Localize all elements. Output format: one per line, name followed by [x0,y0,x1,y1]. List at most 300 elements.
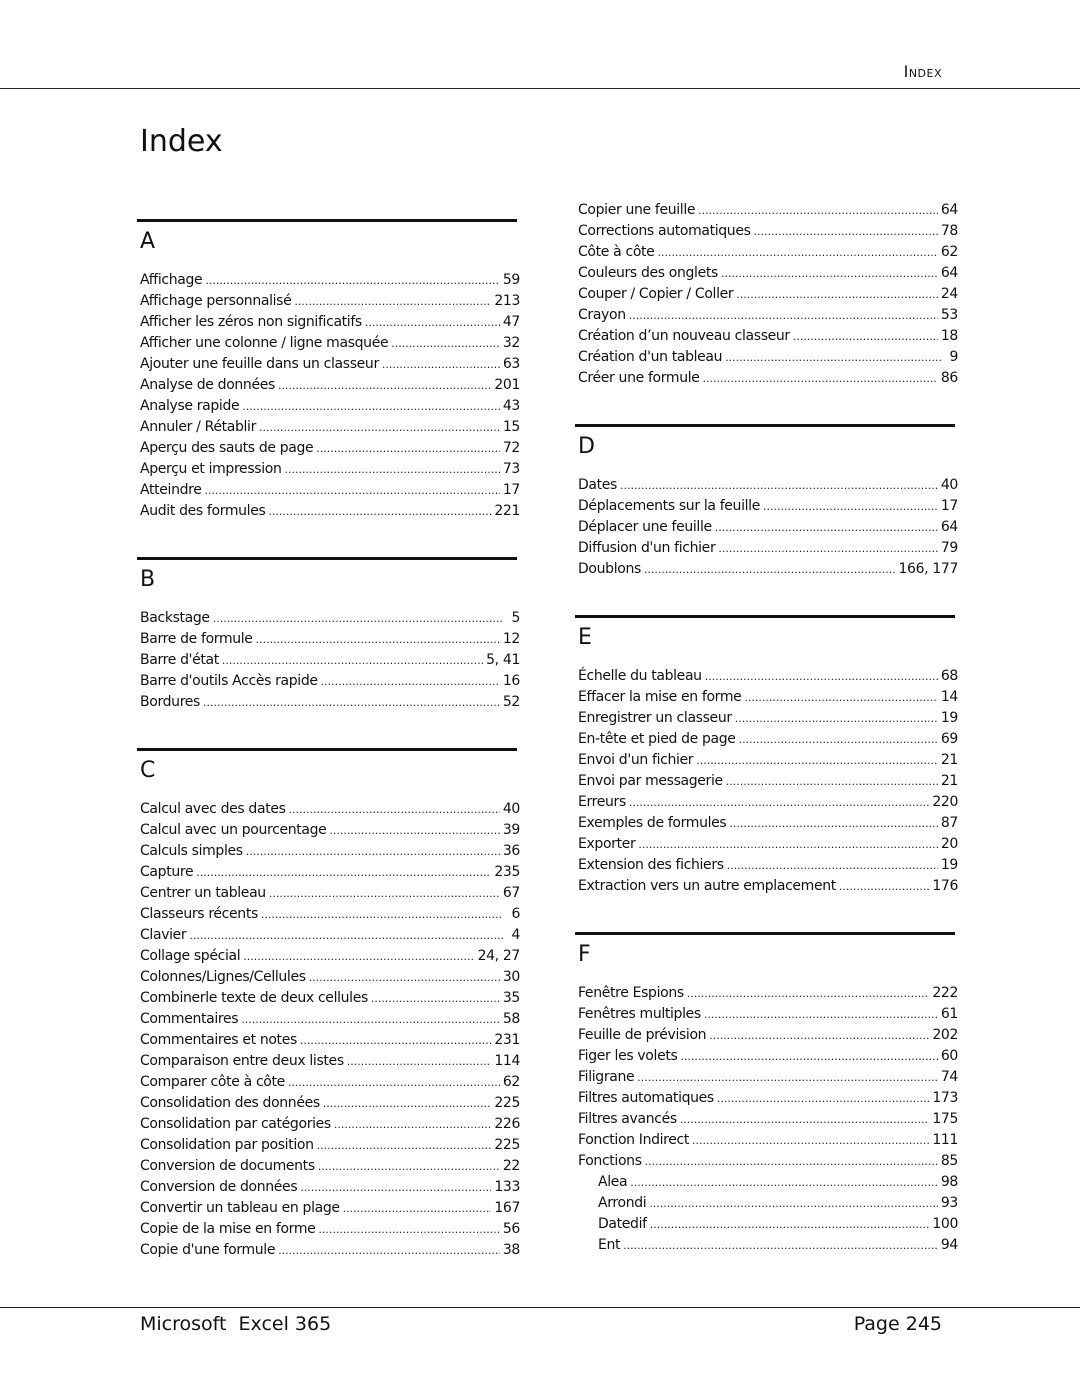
index-term: Audit des formules [140,503,266,519]
dot-leader [649,1197,938,1210]
index-entry [578,1006,958,1027]
section-gap [578,899,958,932]
index-entry [140,990,520,1011]
dot-leader [705,670,938,683]
dot-leader [687,987,930,1000]
index-entry [578,815,958,836]
page-reference: 20 [940,836,958,852]
page-reference: 24, 27 [477,948,520,964]
index-term: Barre d'outils Accès rapide [140,673,318,689]
dot-leader [623,1239,938,1252]
page-reference: 213 [494,293,520,309]
index-entry [140,419,520,440]
index-term: Figer les volets [578,1048,678,1064]
index-term: Calcul avec des dates [140,801,286,817]
index-entry [578,689,958,710]
page-reference: 67 [502,885,520,901]
dot-leader [285,463,500,476]
index-section-b [140,557,520,715]
index-entry [140,461,520,482]
page-reference: 16 [502,673,520,689]
index-entry [578,710,958,731]
index-subentry [578,1237,958,1258]
dot-leader [793,330,938,343]
index-term: Créer une formule [578,370,700,386]
index-term: Conversion de données [140,1179,298,1195]
index-entry [140,1032,520,1053]
dot-leader [754,225,938,238]
entry-list [578,668,958,899]
page-reference: 73 [502,461,520,477]
dot-leader [739,733,938,746]
dot-leader [715,521,938,534]
index-entry [140,1158,520,1179]
index-term: Aperçu des sauts de page [140,440,314,456]
dot-leader [657,246,937,259]
index-entry [578,370,958,391]
page-reference: 111 [932,1132,958,1148]
index-term: Fonctions [578,1153,642,1169]
index-term: Analyse rapide [140,398,240,414]
index-term: Aperçu et impression [140,461,282,477]
footer-rule [0,1307,1080,1308]
index-entry [578,519,958,540]
page-reference: 85 [940,1153,958,1169]
index-term: Copie d'une formule [140,1242,276,1258]
dot-leader [839,880,929,893]
dot-leader [213,612,503,625]
index-term: Création d’un nouveau classeur [578,328,790,344]
page-reference: 19 [940,857,958,873]
index-column-left [140,219,520,1263]
index-term: Barre d'état [140,652,219,668]
page-reference: 62 [502,1074,520,1090]
dot-leader [680,1050,937,1063]
page-reference: 19 [940,710,958,726]
index-entry [140,885,520,906]
dot-leader [300,1181,491,1194]
page-reference: 40 [940,477,958,493]
index-term: Fenêtres multiples [578,1006,701,1022]
page-reference: 35 [502,990,520,1006]
page-reference: 5 [511,610,520,626]
index-entry [578,540,958,561]
dot-leader [709,1029,929,1042]
dot-leader [334,1118,491,1131]
index-entry [140,1242,520,1263]
index-entry [140,906,520,927]
index-term: Copier une feuille [578,202,696,218]
index-entry [578,1111,958,1132]
page-reference: 58 [502,1011,520,1027]
dot-leader [268,505,491,518]
page-reference: 220 [932,794,958,810]
dot-leader [256,633,500,646]
index-term: Collage spécial [140,948,241,964]
dot-leader [637,1071,938,1084]
page-reference: 100 [932,1216,958,1232]
dot-leader [294,295,491,308]
dot-leader [744,691,937,704]
index-entry [140,801,520,822]
index-entry [578,223,958,244]
page-reference: 4 [511,927,520,943]
index-entry [578,328,958,349]
section-letter: A [140,229,156,254]
page-reference: 69 [940,731,958,747]
index-term: En-tête et pied de page [578,731,736,747]
index-entry [140,843,520,864]
page-reference: 30 [502,969,520,985]
page-reference: 6 [511,906,520,922]
dot-leader [289,803,500,816]
dot-leader [703,372,938,385]
index-term: Consolidation des données [140,1095,320,1111]
dot-leader [269,887,500,900]
dot-leader [321,675,500,688]
index-entry [140,440,520,461]
page-reference: 74 [940,1069,958,1085]
index-entry [140,398,520,419]
dot-leader [620,479,938,492]
index-term: Arrondi [598,1195,647,1211]
page-reference: 56 [502,1221,520,1237]
index-entry [140,356,520,377]
section-gap [140,715,520,748]
index-term: Diffusion d'un fichier [578,540,716,556]
index-entry [578,561,958,582]
page-reference: 40 [502,801,520,817]
index-entry [140,1221,520,1242]
index-term: Comparaison entre deux listes [140,1053,344,1069]
page-reference: 176 [932,878,958,894]
dot-leader [189,929,503,942]
index-entry [140,631,520,652]
index-term: Bordures [140,694,200,710]
index-term: Erreurs [578,794,626,810]
index-term: Classeurs récents [140,906,258,922]
page-reference: 14 [940,689,958,705]
page-reference: 52 [502,694,520,710]
index-entry [140,482,520,503]
index-term: Backstage [140,610,210,626]
index-term: Exporter [578,836,636,852]
index-entry [578,477,958,498]
index-entry [140,503,520,524]
page-reference: 231 [494,1032,520,1048]
page-reference: 24 [940,286,958,302]
page-reference: 36 [502,843,520,859]
dot-leader [241,1013,500,1026]
dot-leader [629,309,938,322]
index-column-right [578,200,958,1258]
index-entry [140,673,520,694]
index-entry [140,694,520,715]
dot-leader [382,358,500,371]
dot-leader [717,1092,929,1105]
page-reference: 173 [932,1090,958,1106]
index-term: Calcul avec un pourcentage [140,822,327,838]
index-entry [578,349,958,370]
dot-leader [261,908,503,921]
page-reference: 202 [932,1027,958,1043]
index-entry [578,1153,958,1174]
dot-leader [205,274,500,287]
index-term: Commentaires [140,1011,239,1027]
index-entry [578,1048,958,1069]
page-reference: 226 [494,1116,520,1132]
dot-leader [645,1155,938,1168]
index-term: Atteindre [140,482,202,498]
index-section-d [578,424,958,582]
index-entry [140,822,520,843]
dot-leader [278,379,491,392]
dot-leader [318,1223,499,1236]
page-reference: 93 [940,1195,958,1211]
index-entry [140,1053,520,1074]
entry-list [140,801,520,1263]
index-subentry [578,1216,958,1237]
index-term: Échelle du tableau [578,668,702,684]
index-entry [578,265,958,286]
dot-leader [288,1076,500,1089]
page-reference: 64 [940,519,958,535]
index-entry [140,335,520,356]
index-entry [140,377,520,398]
entry-list [140,610,520,715]
index-term: Extraction vers un autre emplacement [578,878,836,894]
dot-leader [630,1176,938,1189]
page-reference: 79 [940,540,958,556]
index-entry [578,202,958,223]
page-reference: 235 [494,864,520,880]
dot-leader [259,421,500,434]
page-reference: 86 [940,370,958,386]
index-term: Filtres automatiques [578,1090,714,1106]
dot-leader [650,1218,930,1231]
entry-list-c-continued [578,202,958,391]
page-reference: 22 [502,1158,520,1174]
dot-leader [763,500,938,513]
section-letter: F [578,942,591,967]
section-letter: D [578,434,595,459]
page-reference: 38 [502,1242,520,1258]
index-entry [578,836,958,857]
index-term: Corrections automatiques [578,223,751,239]
dot-leader [243,950,474,963]
dot-leader [316,442,500,455]
index-term: Ajouter une feuille dans un classeur [140,356,379,372]
index-entry [140,652,520,673]
section-gap [140,524,520,557]
index-term: Commentaires et notes [140,1032,297,1048]
index-entry [140,1137,520,1158]
index-term: Crayon [578,307,626,323]
dot-leader [729,817,938,830]
header-rule [0,88,1080,89]
page-reference: 18 [940,328,958,344]
index-entry [578,985,958,1006]
index-term: Capture [140,864,194,880]
index-entry [140,1179,520,1200]
dot-leader [725,351,941,364]
index-term: Côte à côte [578,244,655,260]
page-reference: 98 [940,1174,958,1190]
section-gap [578,391,958,424]
page-reference: 21 [940,773,958,789]
index-subentry [578,1195,958,1216]
index-entry [578,1132,958,1153]
index-entry [578,878,958,899]
page-reference: 21 [940,752,958,768]
index-entry [578,286,958,307]
index-entry [578,752,958,773]
dot-leader [638,838,937,851]
dot-leader [343,1202,492,1215]
index-entry [140,1074,520,1095]
index-entry [140,272,520,293]
index-term: Exemples de formules [578,815,727,831]
dot-leader [309,971,500,984]
page-reference: 53 [940,307,958,323]
dot-leader [323,1097,492,1110]
index-term: Annuler / Rétablir [140,419,256,435]
dot-leader [300,1034,491,1047]
index-term: Analyse de données [140,377,275,393]
page-reference: 222 [932,985,958,1001]
dot-leader [629,796,929,809]
index-term: Afficher les zéros non significatifs [140,314,362,330]
dot-leader [696,754,938,767]
index-term: Barre de formule [140,631,253,647]
page-reference: 9 [949,349,958,365]
index-entry [578,1027,958,1048]
dot-leader [644,563,896,576]
index-entry [140,293,520,314]
index-term: Consolidation par catégories [140,1116,331,1132]
index-entry [140,1011,520,1032]
index-term: Couper / Copier / Coller [578,286,734,302]
page-reference: 72 [502,440,520,456]
dot-leader [371,992,500,1005]
dot-leader [718,542,938,555]
index-entry [140,610,520,631]
index-term: Enregistrer un classeur [578,710,732,726]
entry-list [578,985,958,1258]
index-term: Feuille de prévision [578,1027,707,1043]
page-reference: 175 [932,1111,958,1127]
index-entry [140,1095,520,1116]
page-reference: 64 [940,265,958,281]
page-reference: 5, 41 [486,652,520,668]
page-reference: 62 [940,244,958,260]
index-term: Doublons [578,561,641,577]
index-entry [578,307,958,328]
index-term: Alea [598,1174,628,1190]
dot-leader [391,337,500,350]
index-entry [578,244,958,265]
page-reference: 43 [502,398,520,414]
section-letter: C [140,758,156,783]
index-term: Création d'un tableau [578,349,723,365]
dot-leader [222,654,483,667]
section-gap [578,582,958,615]
dot-leader [680,1113,930,1126]
section-letter: E [578,625,592,650]
running-header: Index [903,62,942,81]
index-term: Clavier [140,927,187,943]
index-entry [140,948,520,969]
page-reference: 63 [502,356,520,372]
index-entry [140,1200,520,1221]
index-term: Convertir un tableau en plage [140,1200,340,1216]
index-term: Afficher une colonne / ligne masquée [140,335,389,351]
index-entry [578,794,958,815]
dot-leader [727,859,938,872]
index-entry [140,1116,520,1137]
page-reference: 15 [502,419,520,435]
dot-leader [704,1008,938,1021]
index-section-c [140,748,520,1263]
dot-leader [365,316,500,329]
page-reference: 167 [494,1200,520,1216]
index-term: Centrer un tableau [140,885,266,901]
index-term: Affichage [140,272,203,288]
page-reference: 225 [494,1137,520,1153]
index-term: Filtres avancés [578,1111,677,1127]
footer-book-title: Microsoft Excel 365 [140,1313,332,1335]
dot-leader [246,845,500,858]
dot-leader [204,484,499,497]
page-reference: 17 [940,498,958,514]
index-entry [578,1069,958,1090]
page-reference: 60 [940,1048,958,1064]
dot-leader [278,1244,500,1257]
page-title: Index [140,124,223,159]
index-entry [140,314,520,335]
index-term: Envoi d'un fichier [578,752,694,768]
dot-leader [317,1139,492,1152]
index-entry [578,773,958,794]
index-term: Calculs simples [140,843,243,859]
page-reference: 64 [940,202,958,218]
index-entry [578,668,958,689]
page-reference: 201 [494,377,520,393]
dot-leader [329,824,499,837]
index-term: Fonction Indirect [578,1132,690,1148]
page-reference: 59 [502,272,520,288]
page-reference: 114 [494,1053,520,1069]
dot-leader [196,866,491,879]
index-term: Ent [598,1237,621,1253]
page-reference: 221 [494,503,520,519]
page-reference: 12 [502,631,520,647]
index-term: Déplacer une feuille [578,519,712,535]
index-entry [140,864,520,885]
entry-list [578,477,958,582]
index-term: Datedif [598,1216,647,1232]
dot-leader [736,288,938,301]
page-reference: 87 [940,815,958,831]
index-term: Combinerle texte de deux cellules [140,990,368,1006]
dot-leader [726,775,938,788]
index-section-a [140,219,520,524]
index-term: Dates [578,477,618,493]
page-reference: 78 [940,223,958,239]
index-term: Comparer côte à côte [140,1074,285,1090]
index-term: Affichage personnalisé [140,293,292,309]
page-reference: 68 [940,668,958,684]
